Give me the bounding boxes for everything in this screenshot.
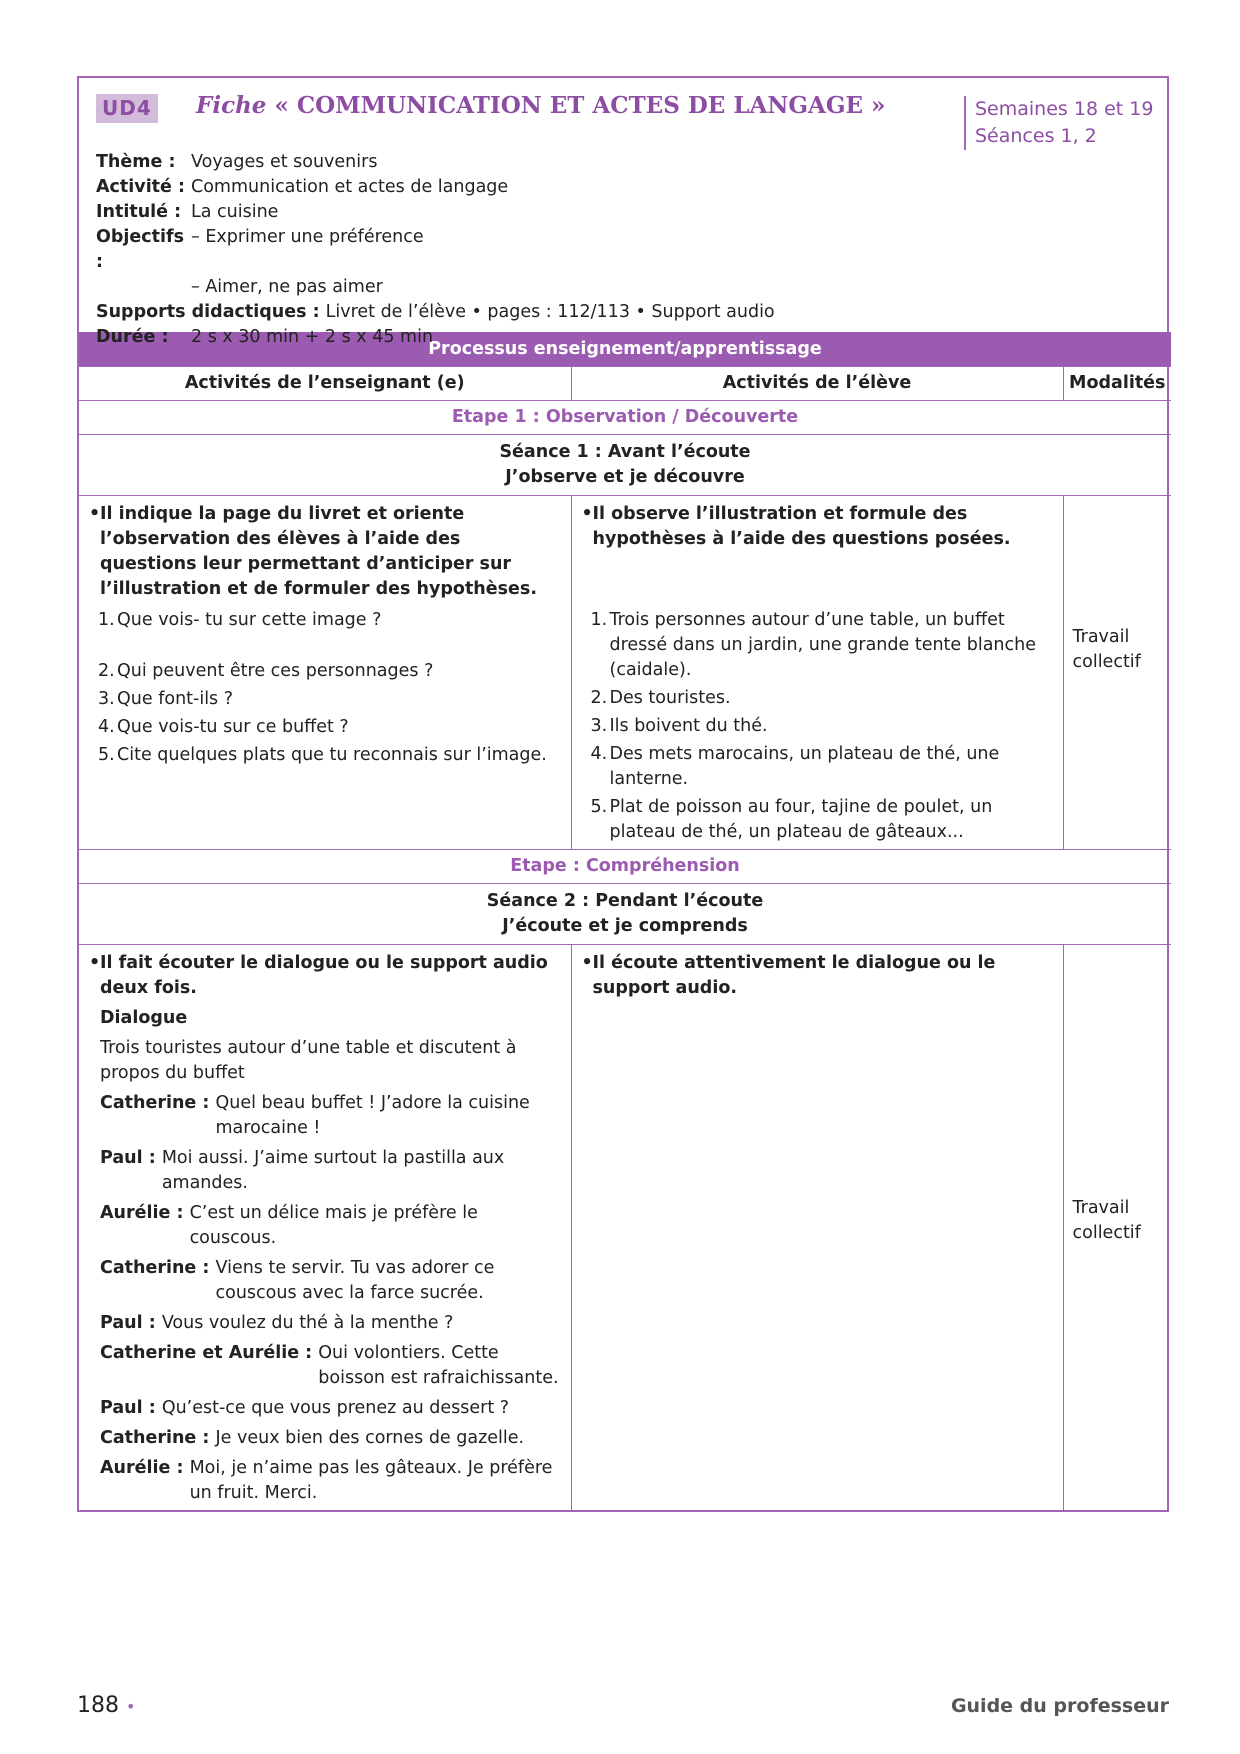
answer-item [582, 742, 1053, 792]
session-heading [79, 435, 1171, 496]
sheet-header [79, 78, 1167, 347]
modalites-cell [1063, 945, 1171, 1511]
session-heading [79, 884, 1171, 945]
process-table [79, 332, 1171, 1510]
item-text: Que vois- tu sur cette image ? [117, 610, 382, 630]
meta-value: Communication et actes de langage [191, 177, 509, 197]
dialogue-line [100, 1396, 561, 1421]
item-number: 1. [590, 610, 608, 630]
session-subtitle: J’observe et je découvre [505, 467, 745, 487]
meta-supports [96, 300, 775, 325]
answer-item [582, 714, 1053, 739]
speaker: Paul : [100, 1313, 162, 1333]
lesson-sheet [77, 76, 1169, 1512]
item-number: 3. [98, 689, 115, 709]
item-text: Des mets marocains, un plateau de thé, une lanterne. [609, 744, 1000, 789]
dialogue-line [100, 1201, 561, 1251]
meta-theme [96, 150, 775, 175]
dialogue-line [100, 1426, 561, 1451]
teacher-activities-cell [79, 945, 571, 1511]
item-text: Plat de poisson au four, tajine de poulet, un plateau de thé, un plateau de gâteaux... [609, 797, 993, 842]
speech: Moi, je n’aime pas les gâteaux. Je préfère un fruit. Merci. [189, 1458, 553, 1503]
meta-label: Intitulé : [96, 202, 182, 222]
modality-text: Travail collectif [1072, 627, 1141, 672]
speech: C’est un délice mais je préfère le couscous. [189, 1203, 478, 1248]
meta-value: Voyages et souvenirs [191, 152, 378, 172]
dialogue-title: Dialogue [100, 1008, 188, 1028]
answer-item [582, 686, 1053, 711]
item-number: 5. [98, 745, 115, 765]
process-title: Processus enseignement/apprentissage [79, 332, 1171, 367]
sessions-text: Séances 1, 2 [975, 125, 1097, 147]
instruction-text: Il fait écouter le dialogue ou le support audio deux fois. [100, 953, 548, 998]
instruction-text: Il indique la page du livret et oriente l’observation des élèves à l’aide des questions leur permettant d’anticiper sur l’illustration et de formuler des hypothèses. [100, 504, 537, 599]
footer-guide-label: Guide du professeur [950, 1695, 1169, 1717]
dialogue-line [100, 1456, 561, 1506]
step-heading: Etape : Compréhension [79, 850, 1171, 884]
dialogue-line [100, 1311, 561, 1336]
step-heading: Etape 1 : Observation / Découverte [79, 401, 1171, 435]
teacher-instruction: • Il fait écouter le dialogue ou le support audio deux fois. [89, 951, 561, 1001]
dialogue-line [100, 1256, 561, 1306]
sheet-title [196, 92, 885, 119]
meta-value: 2 s x 30 min + 2 s x 45 min [191, 327, 434, 347]
instruction-text: Il observe l’illustration et formule des hypothèses à l’aide des questions posées. [592, 504, 1011, 549]
item-text: Trois personnes autour d’une table, un buffet dressé dans un jardin, une grande tente blanche (caidale). [609, 610, 1037, 680]
speaker: Catherine : [100, 1258, 216, 1278]
item-number: 1. [98, 610, 115, 630]
modality-text: Travail collectif [1072, 1198, 1141, 1243]
meta-label: Thème : [96, 152, 176, 172]
weeks-text: Semaines 18 et 19 [975, 98, 1154, 120]
unit-badge: UD4 [96, 94, 158, 123]
speaker: Paul : [100, 1398, 162, 1418]
question-item [89, 687, 561, 712]
item-text: Que font-ils ? [117, 689, 234, 709]
item-text: Ils boivent du thé. [609, 716, 768, 736]
modalites-cell [1063, 496, 1171, 850]
question-item [89, 715, 561, 740]
dialogue-line [100, 1091, 561, 1141]
meta-intitule [96, 200, 775, 225]
session-title: Séance 2 : Pendant l’écoute [486, 891, 764, 911]
student-activities-cell [571, 945, 1063, 1511]
teacher-activities-cell [79, 496, 571, 850]
meta-info [96, 150, 775, 350]
student-instruction: • Il écoute attentivement le dialogue ou le support audio. [582, 951, 1053, 1001]
item-number: 5. [590, 797, 608, 817]
speaker: Catherine : [100, 1093, 216, 1113]
instruction-text: Il écoute attentivement le dialogue ou le support audio. [592, 953, 996, 998]
dialogue-context: Trois touristes autour d’une table et discutent à propos du buffet [100, 1038, 517, 1083]
item-text: Des touristes. [609, 688, 731, 708]
item-number: 2. [590, 688, 608, 708]
fiche-title-text: « COMMUNICATION ET ACTES DE LANGAGE » [274, 92, 886, 119]
question-item [89, 608, 561, 633]
meta-label: Supports didactiques : [96, 302, 320, 322]
answer-item [582, 795, 1053, 845]
answer-item [582, 608, 1053, 683]
page-number-text: 188 [77, 1693, 119, 1718]
question-item [89, 659, 561, 684]
speaker: Aurélie : [100, 1458, 190, 1478]
fiche-label: Fiche [196, 92, 267, 119]
dialogue-line [100, 1146, 561, 1196]
speech: Moi aussi. J’aime surtout la pastilla aux amandes. [161, 1148, 505, 1193]
speech: Je veux bien des cornes de gazelle. [215, 1428, 525, 1448]
meta-activite [96, 175, 775, 200]
speech: Vous voulez du thé à la menthe ? [161, 1313, 454, 1333]
session-subtitle: J’écoute et je comprends [502, 916, 748, 936]
teacher-instruction: • Il indique la page du livret et oriente l’observation des élèves à l’aide des questions leur permettant d’anticiper sur l’illustration et de formuler des hypothèses. [89, 502, 561, 602]
item-number: 4. [590, 744, 608, 764]
meta-value: – Aimer, ne pas aimer [191, 277, 383, 297]
column-header-student: Activités de l’élève [571, 367, 1063, 401]
meta-label: Activité : [96, 177, 186, 197]
item-text: Que vois-tu sur ce buffet ? [117, 717, 349, 737]
meta-objectifs [96, 225, 775, 275]
column-header-teacher: Activités de l’enseignant (e) [79, 367, 571, 401]
meta-duree [96, 325, 775, 350]
speaker: Paul : [100, 1148, 162, 1168]
speech: Oui volontiers. Cette boisson est rafraichissante. [318, 1343, 559, 1388]
speech: Viens te servir. Tu vas adorer ce couscous avec la farce sucrée. [215, 1258, 495, 1303]
meta-value: La cuisine [191, 202, 279, 222]
schedule-box [964, 96, 1153, 150]
session-title: Séance 1 : Avant l’écoute [499, 442, 751, 462]
page-number [77, 1693, 135, 1718]
item-text: Qui peuvent être ces personnages ? [117, 661, 434, 681]
speaker: Aurélie : [100, 1203, 190, 1223]
meta-label: Objectifs : [96, 227, 185, 272]
bullet-icon: • [126, 1697, 136, 1716]
column-header-modalites: Modalités [1063, 367, 1171, 401]
speaker: Catherine et Aurélie : [100, 1343, 319, 1363]
item-number: 2. [98, 661, 115, 681]
speech: Qu’est-ce que vous prenez au dessert ? [161, 1398, 510, 1418]
speaker: Catherine : [100, 1428, 216, 1448]
item-text: Cite quelques plats que tu reconnais sur l’image. [117, 745, 547, 765]
speech: Quel beau buffet ! J’adore la cuisine marocaine ! [215, 1093, 530, 1138]
item-number: 4. [98, 717, 115, 737]
question-item [89, 743, 561, 768]
student-activities-cell [571, 496, 1063, 850]
student-instruction: • Il observe l’illustration et formule des hypothèses à l’aide des questions posées. [582, 502, 1053, 552]
meta-value: Livret de l’élève • pages : 112/113 • Support audio [325, 302, 775, 322]
meta-value: – Exprimer une préférence [191, 227, 424, 247]
dialogue-line [100, 1341, 561, 1391]
item-number: 3. [590, 716, 608, 736]
meta-label: Durée : [96, 327, 169, 347]
